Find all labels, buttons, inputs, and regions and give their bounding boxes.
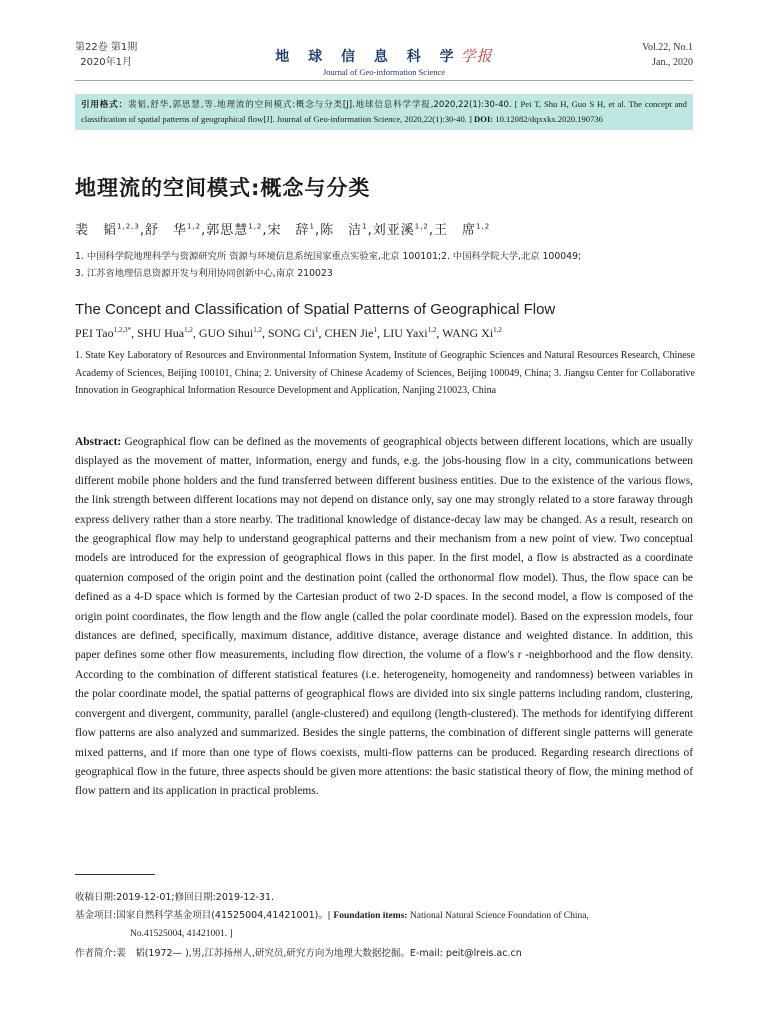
author-en: , SONG Ci$^1$ xyxy=(261,326,319,340)
author-en: , GUO Sihui$^{1,2}$ xyxy=(192,326,262,340)
author-cn: ,王 席$^{1,2}$ xyxy=(428,222,491,238)
date-cn: 2020年1月 xyxy=(80,57,133,68)
abstract-label: Abstract: xyxy=(75,436,122,448)
volume-en: Vol.22, No.1 xyxy=(642,42,693,53)
author-en: , SHU Hua$^{1,2}$ xyxy=(131,326,193,340)
fund-en-numbers: No.41525004, 41421001. ] xyxy=(130,929,233,939)
author-en: , WANG Xi$^{1,2}$ xyxy=(436,326,502,340)
citation-label: 引用格式： xyxy=(81,100,128,110)
author-cn: ,陈 洁$^1$ xyxy=(315,222,368,238)
footnote-fund xyxy=(75,907,693,943)
authors-cn xyxy=(75,219,490,238)
affiliation-cn-line: 3. 江苏省地理信息资源开发与利用协同创新中心,南京 210023 xyxy=(75,268,333,279)
journal-name-cn: 地 球 信 息 科 学 xyxy=(275,49,461,65)
citation-cn: 裴韬,舒华,郭思慧,等.地理流的空间模式:概念与分类[J].地球信息科学学报,2020,22(1):30-40. xyxy=(127,100,512,110)
abstract xyxy=(75,433,693,802)
citation-box xyxy=(75,94,693,130)
fund-en-prefix: [ xyxy=(327,911,334,921)
header-divider xyxy=(75,80,693,81)
affiliations-cn xyxy=(75,248,695,282)
journal-name-cn-tail: 学报 xyxy=(460,47,493,65)
journal-header xyxy=(75,40,693,80)
fund-en-text: National Natural Science Foundation of China, xyxy=(407,911,589,921)
journal-name-en: Journal of Geo-information Science xyxy=(322,67,446,77)
volume-cn: 第22卷 第1期 xyxy=(75,42,138,53)
abstract-text: Geographical flow can be defined as the movements of geographical objects between different locations, which are usually displayed as the movement of matter, information, energy and funds, e.g. the jobs-housing flow in a city, communications between different mobile phone holders and the fund transferred between different business entities. Due to the existence of the various flows, the link strength between different locations may not depend on distance only, say one may strongly related to a store faraway through express delivery rather than a store nearby. The traditional knowledge of distance-decay law may be changed. As a result, research on the geographical flow may help to understand geographical patterns and their mechanism from a new point of view. Two conceptual models are introduced for the expression of geographical flows in this paper. In the first model, a flow is abstracted as a coordinate quaternion composed of the origin point and the destination point (called the orthonormal flow model). Thus, the flow space can be defined as a 4-D space which is formed by the Cartesian product of two 2-D spaces. In the second model, a flow is composed of the origin point coordinates, the flow length and the flow angle (called the polar coordinate model). Based on the expression models, four distances are defined, specifically, maximum distance, additive distance, average distance and weighted distance. In addition, this paper defines some other flow measurements, including flow direction, the volume of a flow's r -neighborhood and the flow density. According to the combination of different statistical features (i.e. heterogeneity, homogeneity and randomness) between variables in the polar coordinate model, the spatial patterns of geographical flows are divided into six single patterns including random, clustering, convergent and divergent, community, parallel (angle-clustered) and equilong (length-clustered). The methods for identifying different flow patterns are also analyzed and summarized. Besides the single patterns, the combination of different single patterns will generate mixed patterns, and if more than one type of flows coexists, multi-flow patterns can be produced. Regarding research directions of geographical flow in the future, three aspects should be given more attentions: the basic statistical theory of flow, the mining method of flow pattern and its application in practical problems. xyxy=(75,436,693,798)
doi-value[interactable]: 10.12082/dqxxkx.2020.190736 xyxy=(493,114,603,124)
footnote-received: 收稿日期:2019-12-01;修回日期:2019-12-31. xyxy=(75,892,275,903)
author-en: , LIU Yaxi$^{1,2}$ xyxy=(376,326,437,340)
footnote-divider xyxy=(75,874,155,875)
fund-cn: 基金项目:国家自然科学基金项目(41525004,41421001)。 xyxy=(75,910,328,921)
title-cn: 地理流的空间模式:概念与分类 xyxy=(75,176,371,200)
author-cn: ,舒 华$^{1,2}$ xyxy=(139,222,202,238)
author-en: , CHEN Jie$^1$ xyxy=(318,326,377,340)
journal-logo xyxy=(274,45,494,77)
authors-en xyxy=(75,326,502,341)
affiliations-en: 1. State Key Laboratory of Resources and Environmental Information System, Institute of Geographic Sciences and Natural Resources Research, Chinese Academy of Sciences, Beijing 100101, China; 2. University of Chinese Academy of Sciences, Beijing 100049, China; 3. Jiangsu Center for Collaborative Innovation in Geographical Information Resource Development and Application, Nanjing 210023, China xyxy=(75,350,695,396)
footnote-author-intro: 作者简介:裴 韬(1972— ),男,江苏扬州人,研究员,研究方向为地理大数据挖掘。E-mail: peit@lreis.ac.cn xyxy=(75,948,522,959)
affiliation-cn-line: 1. 中国科学院地理科学与资源研究所 资源与环境信息系统国家重点实验室,北京 100101;2. 中国科学院大学,北京 100049; xyxy=(75,251,582,262)
title-en: The Concept and Classification of Spatial Patterns of Geographical Flow xyxy=(75,301,556,318)
author-cn: 裴 韬$^{1,2,3}$ xyxy=(75,222,140,238)
fund-en-label: Foundation items: xyxy=(333,911,408,921)
author-cn: ,宋 辞$^1$ xyxy=(262,222,315,238)
citation-en: [ Pei T, Shu H, Guo S H, et al. The concept and classification of spatial patterns of geographical flow[J]. Journal of Geo-information Science, 2020,22(1):30-40. ] xyxy=(81,99,687,124)
header-left xyxy=(75,40,137,70)
header-right xyxy=(642,40,693,70)
doi-label: DOI: xyxy=(474,114,494,124)
author-cn: ,刘亚溪$^{1,2}$ xyxy=(367,222,429,238)
date-en: Jan., 2020 xyxy=(652,57,693,68)
author-en: PEI Tao$^{1,2,3*}$ xyxy=(75,326,132,340)
author-cn: ,郭思慧$^{1,2}$ xyxy=(201,222,263,238)
